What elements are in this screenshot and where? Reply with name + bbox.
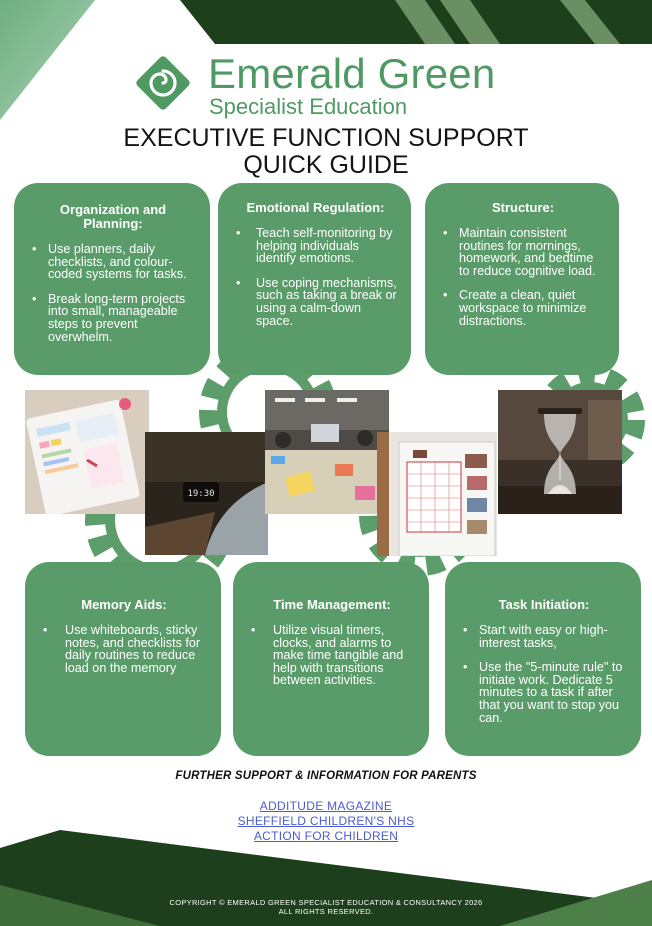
link-sheffield-childrens-nhs[interactable]: SHEFFIELD CHILDREN'S NHS: [237, 814, 415, 828]
bedside-clock-photo: [145, 432, 268, 555]
card-bullet: • Use the "5-minute rule" to initiate work. Dedicate 5 minutes to a task if after that you want to stop you can.: [461, 661, 627, 724]
card-bullet: • Use coping mechanisms, such as taking a break or using a calm-down space.: [234, 277, 397, 327]
card-bullet: • Maintain consistent routines for mornings, homework, and bedtime to reduce cognitive load.: [441, 227, 605, 277]
fridge-calendar-photo: [377, 432, 497, 556]
further-support-heading: FURTHER SUPPORT & INFORMATION FOR PARENTS: [175, 770, 477, 782]
card-bullet: • Use whiteboards, sticky notes, and checklists for daily routines to reduce load on the memory: [41, 624, 207, 674]
card-bullet: • Utilize visual timers, clocks, and alarms to make time tangible and help with transitions between activities.: [249, 624, 415, 687]
card-heading: Task Initiation:: [498, 597, 590, 612]
planner-photo: [25, 390, 149, 514]
card-memory-aids: [25, 562, 221, 756]
link-additude-magazine[interactable]: ADDITUDE MAGAZINE: [259, 799, 393, 813]
card-bullet: • Start with easy or high-interest tasks,: [461, 624, 627, 649]
card-time-management: [233, 562, 429, 756]
brand-name: Emerald Green: [208, 50, 496, 97]
card-heading: Organization and Planning:: [59, 202, 167, 231]
brand-subtitle: Specialist Education: [209, 94, 408, 119]
card-heading: Time Management:: [273, 597, 391, 612]
resource-links: [0, 799, 652, 844]
card-organization-planning: [14, 183, 210, 375]
classroom-table-photo: [265, 390, 389, 514]
copyright-line-1: COPYRIGHT © EMERALD GREEN SPECIALIST EDUCATION & CONSULTANCY 2026: [169, 898, 483, 907]
card-bullet: • Teach self-monitoring by helping individuals identify emotions.: [234, 227, 397, 265]
card-structure: [425, 183, 619, 375]
page-title-line-1: EXECUTIVE FUNCTION SUPPORT: [123, 124, 529, 152]
card-bullet: • Create a clean, quiet workspace to minimize distractions.: [441, 289, 605, 327]
page-title-line-2: QUICK GUIDE: [243, 151, 409, 179]
clock-display: 19:30: [187, 489, 215, 499]
link-action-for-children[interactable]: ACTION FOR CHILDREN: [253, 829, 399, 843]
card-heading: Memory Aids:: [81, 597, 167, 612]
card-bullet: • Use planners, daily checklists, and colour-coded systems for tasks.: [30, 243, 196, 281]
card-heading: Structure:: [491, 200, 555, 215]
card-task-initiation: [445, 562, 641, 756]
card-bullet: • Break long-term projects into small, manageable steps to prevent overwhelm.: [30, 293, 196, 343]
brand-logo-icon: [132, 52, 194, 114]
copyright-line-2: ALL RIGHTS RESERVED.: [278, 907, 374, 916]
card-emotional-regulation: [218, 183, 411, 375]
hourglass-photo: [498, 390, 622, 514]
card-heading: Emotional Regulation:: [246, 200, 385, 215]
